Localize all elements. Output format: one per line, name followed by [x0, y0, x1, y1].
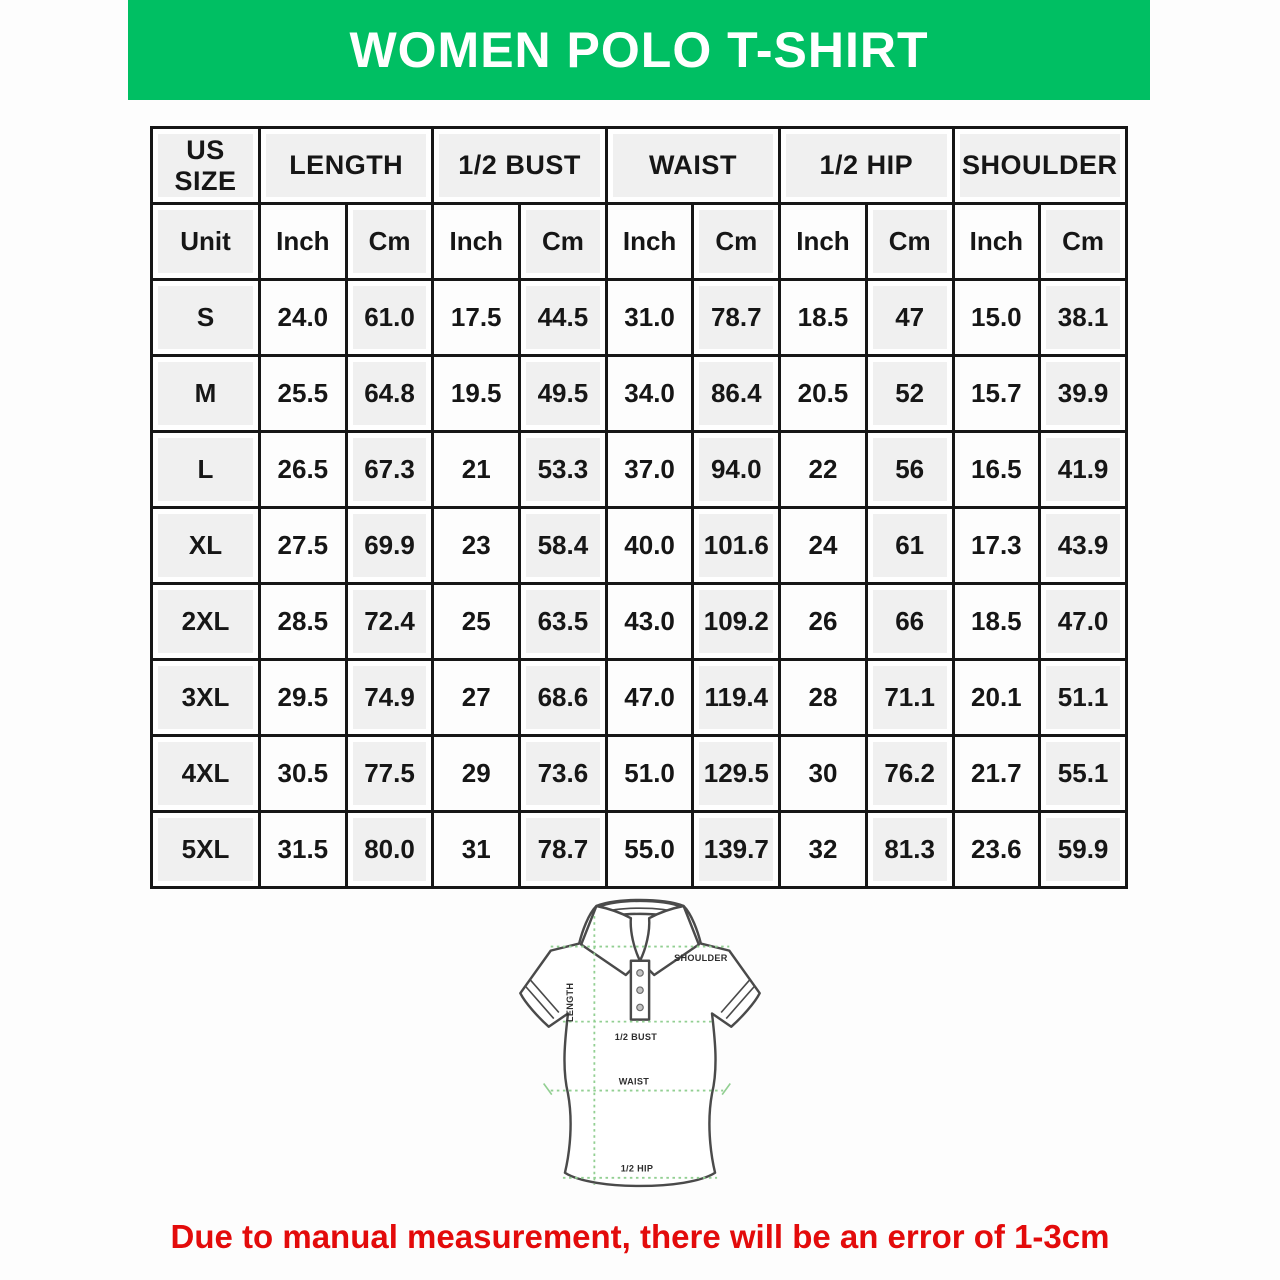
value-cell: 24.0	[260, 280, 347, 356]
value-cell: 66	[866, 584, 953, 660]
value-cell: 18.5	[953, 584, 1040, 660]
value-cell: 55.1	[1040, 736, 1127, 812]
value-cell: 76.2	[866, 736, 953, 812]
value-cell: 18.5	[780, 280, 867, 356]
value-cell: 77.5	[346, 736, 433, 812]
size-table	[150, 126, 1128, 889]
value-cell: 52	[866, 356, 953, 432]
value-cell: 78.7	[520, 812, 607, 888]
unit-cell: Inch	[260, 204, 347, 280]
value-cell: 47.0	[606, 660, 693, 736]
page-title: WOMEN POLO T-SHIRT	[349, 22, 929, 78]
length-label: LENGTH	[565, 982, 576, 1022]
value-cell: 86.4	[693, 356, 780, 432]
size-label-cell: M	[152, 356, 260, 432]
value-cell: 71.1	[866, 660, 953, 736]
value-cell: 101.6	[693, 508, 780, 584]
value-cell: 73.6	[520, 736, 607, 812]
col-header-waist: WAIST	[606, 128, 779, 204]
value-cell: 139.7	[693, 812, 780, 888]
value-cell: 34.0	[606, 356, 693, 432]
value-cell: 44.5	[520, 280, 607, 356]
unit-cell: Inch	[433, 204, 520, 280]
value-cell: 20.1	[953, 660, 1040, 736]
value-cell: 23.6	[953, 812, 1040, 888]
value-cell: 32	[780, 812, 867, 888]
measurement-note: Due to manual measurement, there will be an error of 1-3cm	[170, 1218, 1110, 1255]
value-cell: 109.2	[693, 584, 780, 660]
buttons	[637, 970, 643, 1011]
size-label-cell: 3XL	[152, 660, 260, 736]
value-cell: 67.3	[346, 432, 433, 508]
col-header-length: LENGTH	[260, 128, 433, 204]
value-cell: 68.6	[520, 660, 607, 736]
value-cell: 39.9	[1040, 356, 1127, 432]
value-cell: 119.4	[693, 660, 780, 736]
value-cell: 17.3	[953, 508, 1040, 584]
value-cell: 94.0	[693, 432, 780, 508]
unit-cell: Cm	[1040, 204, 1127, 280]
title-banner	[128, 0, 1150, 100]
value-cell: 16.5	[953, 432, 1040, 508]
value-cell: 25	[433, 584, 520, 660]
value-cell: 31.0	[606, 280, 693, 356]
table-row	[152, 736, 1127, 812]
waist-label: WAIST	[618, 1076, 650, 1087]
value-cell: 74.9	[346, 660, 433, 736]
value-cell: 64.8	[346, 356, 433, 432]
value-cell: 51.1	[1040, 660, 1127, 736]
value-cell: 22	[780, 432, 867, 508]
value-cell: 72.4	[346, 584, 433, 660]
col-header-half-bust: 1/2 BUST	[433, 128, 606, 204]
size-label-cell: S	[152, 280, 260, 356]
value-cell: 51.0	[606, 736, 693, 812]
table-row	[152, 508, 1127, 584]
size-label-cell: 2XL	[152, 584, 260, 660]
group-header-row	[152, 128, 1127, 204]
value-cell: 21.7	[953, 736, 1040, 812]
unit-cell: Unit	[152, 204, 260, 280]
placket	[631, 961, 649, 1020]
value-cell: 26.5	[260, 432, 347, 508]
col-header-shoulder: SHOULDER	[953, 128, 1127, 204]
table-row	[152, 660, 1127, 736]
value-cell: 61.0	[346, 280, 433, 356]
col-header-half-hip: 1/2 HIP	[780, 128, 953, 204]
shoulder-label: SHOULDER	[674, 952, 728, 963]
shirt-outline	[520, 900, 759, 1186]
value-cell: 27.5	[260, 508, 347, 584]
unit-cell: Inch	[606, 204, 693, 280]
bust-label: 1/2 BUST	[614, 1031, 658, 1042]
size-label-cell: XL	[152, 508, 260, 584]
value-cell: 40.0	[606, 508, 693, 584]
value-cell: 59.9	[1040, 812, 1127, 888]
table-row	[152, 280, 1127, 356]
unit-cell: Inch	[953, 204, 1040, 280]
value-cell: 55.0	[606, 812, 693, 888]
value-cell: 31.5	[260, 812, 347, 888]
polo-shirt-diagram	[498, 884, 782, 1212]
table-row	[152, 432, 1127, 508]
value-cell: 56	[866, 432, 953, 508]
value-cell: 63.5	[520, 584, 607, 660]
value-cell: 19.5	[433, 356, 520, 432]
value-cell: 81.3	[866, 812, 953, 888]
value-cell: 30	[780, 736, 867, 812]
col-header-us-size: US SIZE	[152, 128, 260, 204]
value-cell: 30.5	[260, 736, 347, 812]
unit-cell: Inch	[780, 204, 867, 280]
value-cell: 17.5	[433, 280, 520, 356]
value-cell: 61	[866, 508, 953, 584]
table-row	[152, 356, 1127, 432]
value-cell: 47	[866, 280, 953, 356]
value-cell: 43.9	[1040, 508, 1127, 584]
unit-cell: Cm	[693, 204, 780, 280]
value-cell: 15.7	[953, 356, 1040, 432]
value-cell: 58.4	[520, 508, 607, 584]
size-label-cell: 4XL	[152, 736, 260, 812]
value-cell: 23	[433, 508, 520, 584]
unit-cell: Cm	[346, 204, 433, 280]
value-cell: 53.3	[520, 432, 607, 508]
value-cell: 28	[780, 660, 867, 736]
value-cell: 29.5	[260, 660, 347, 736]
size-label-cell: 5XL	[152, 812, 260, 888]
value-cell: 129.5	[693, 736, 780, 812]
value-cell: 27	[433, 660, 520, 736]
unit-cell: Cm	[866, 204, 953, 280]
unit-header-row	[152, 204, 1127, 280]
table-row	[152, 812, 1127, 888]
value-cell: 41.9	[1040, 432, 1127, 508]
value-cell: 20.5	[780, 356, 867, 432]
value-cell: 25.5	[260, 356, 347, 432]
value-cell: 49.5	[520, 356, 607, 432]
value-cell: 24	[780, 508, 867, 584]
hip-label: 1/2 HIP	[620, 1163, 654, 1174]
value-cell: 69.9	[346, 508, 433, 584]
value-cell: 31	[433, 812, 520, 888]
table-row	[152, 584, 1127, 660]
value-cell: 26	[780, 584, 867, 660]
value-cell: 37.0	[606, 432, 693, 508]
value-cell: 38.1	[1040, 280, 1127, 356]
value-cell: 15.0	[953, 280, 1040, 356]
value-cell: 80.0	[346, 812, 433, 888]
value-cell: 47.0	[1040, 584, 1127, 660]
value-cell: 29	[433, 736, 520, 812]
value-cell: 21	[433, 432, 520, 508]
value-cell: 43.0	[606, 584, 693, 660]
value-cell: 78.7	[693, 280, 780, 356]
unit-cell: Cm	[520, 204, 607, 280]
size-label-cell: L	[152, 432, 260, 508]
value-cell: 28.5	[260, 584, 347, 660]
